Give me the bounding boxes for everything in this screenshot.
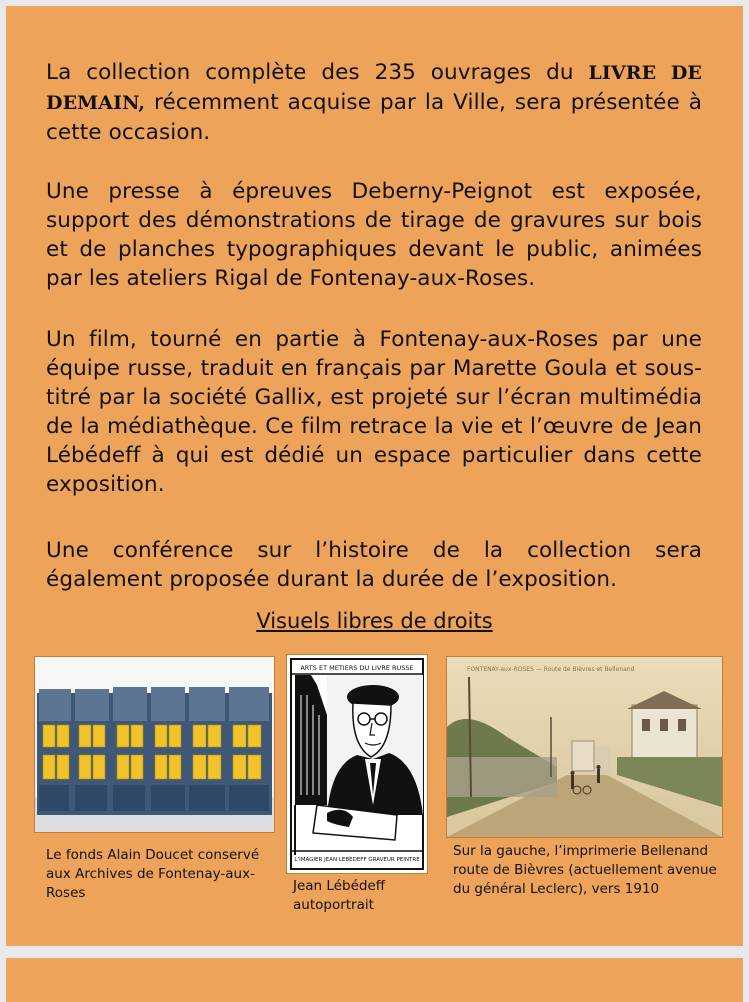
document-page xyxy=(6,6,743,946)
caption-lebedeff: Jean Lébédeff autoportrait xyxy=(293,878,386,913)
photo-archives-boxes xyxy=(34,656,275,833)
paragraph-collection xyxy=(46,58,702,147)
next-page-top xyxy=(6,958,743,1002)
engraving-top-text: ARTS ET METIERS DU LIVRE RUSSE xyxy=(300,664,414,672)
caption-imprimerie: Sur la gauche, l’imprimerie Bellenand route de Bièvres (actuellement avenue du général Leclerc), vers 1910 xyxy=(453,843,717,897)
visuels-title: Visuels libres de droits xyxy=(256,609,493,633)
postcard-header: FONTENAY-aux-ROSES — Route de Bièvres et Bellenand xyxy=(467,666,635,673)
livre-de-demain-title: LIVRE DE DEMAIN, xyxy=(46,62,702,114)
paragraph-text: La collection complète des 235 ouvrages du xyxy=(46,60,589,85)
photo-lebedeff-engraving xyxy=(286,654,428,874)
paragraph-text: récemment acquise par la Ville, sera présentée à cette occasion. xyxy=(46,90,702,145)
photo-imprimerie-postcard xyxy=(446,656,723,838)
engraving-bottom-text: L’IMAGIER JEAN LEBEDEFF GRAVEUR PEINTRE xyxy=(294,857,420,863)
paragraph-conference: Une conférence sur l’histoire de la collection sera également proposée durant la durée de l’exposition. xyxy=(46,538,702,592)
caption-archives: Le fonds Alain Doucet conservé aux Archives de Fontenay-aux-Roses xyxy=(46,847,260,901)
paragraph-film: Un film, tourné en partie à Fontenay-aux-Roses par une équipe russe, traduit en français par Marette Goula et sous-titré par la société Gallix, est projeté sur l’écran multimédia de la médiathèque. Ce film retrace la vie et l’œuvre de Jean Lébédeff à qui est dédié un espace particulier dans cette exposition. xyxy=(46,327,702,497)
paragraph-presse: Une presse à épreuves Deberny-Peignot est exposée, support des démonstrations de tirage de gravures sur bois et de planches typographiques devant le public, animées par les ateliers Rigal de Fontenay-aux-Roses. xyxy=(46,179,702,291)
